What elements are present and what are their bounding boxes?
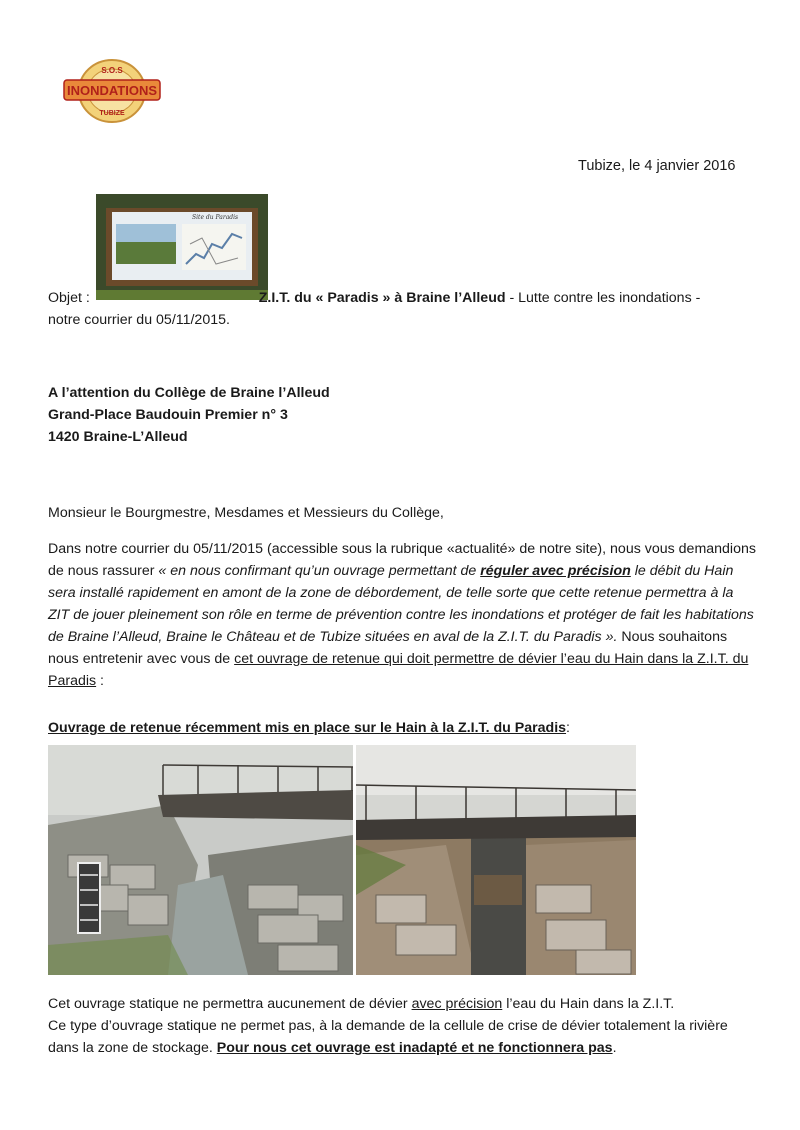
- sign-title: Site du Paradis: [192, 214, 239, 221]
- sos-inondations-logo: [62, 58, 162, 124]
- body1-underlined: cet ouvrage de retenue qui doit permettre de dévier l’eau du Hain dans la Z.I.T. du Paradis: [48, 651, 749, 689]
- address-line-2: Grand-Place Baudouin Premier n° 3: [48, 407, 288, 423]
- subject-label: Objet :: [48, 290, 94, 306]
- body1-quote-1: « en nous confirmant qu’un ouvrage permettant de: [158, 563, 481, 579]
- body-paragraph-2: [48, 993, 748, 1059]
- address-line-3: 1420 Braine-L’Alleud: [48, 429, 188, 445]
- body2-period: .: [612, 1040, 617, 1056]
- subject-line2: notre courrier du 05/11/2015.: [48, 312, 230, 328]
- body1-quote-emphasis: réguler avec précision: [480, 563, 631, 579]
- sign-board-photo: [96, 194, 268, 300]
- body2-text-2: l’eau du Hain dans la Z.I.T.: [502, 996, 675, 1012]
- logo-bottom-text: TUBIZE: [99, 110, 125, 117]
- subject-title-rest: - Lutte contre les inondations -: [505, 290, 701, 306]
- body1-text-2: Nous souhaitons nous entretenir avec vous de: [48, 629, 728, 667]
- photos-heading: [48, 717, 570, 739]
- body1-colon: :: [96, 673, 104, 689]
- salutation: Monsieur le Bourgmestre, Mesdames et Messieurs du Collège,: [48, 505, 444, 521]
- letter-date: Tubize, le 4 janvier 2016: [578, 158, 736, 174]
- weir-photos: [48, 745, 636, 975]
- body2-conclusion: Pour nous cet ouvrage est inadapté et ne fonctionnera pas: [216, 1040, 613, 1056]
- logo-main-text: INONDATIONS: [67, 83, 158, 98]
- logo-top-text: S.O.S: [101, 66, 123, 75]
- recipient-address: [48, 382, 330, 448]
- photos-heading-colon: :: [566, 720, 570, 736]
- address-line-1: A l’attention du Collège de Braine l’Alleud: [48, 385, 330, 401]
- weir-photo-left: [48, 745, 353, 975]
- body1-text-1: Dans notre courrier du 05/11/2015 (accessible sous la rubrique «actualité» de notre site), nous vous demandions de nous rassurer: [48, 541, 756, 579]
- body2-text-1: Cet ouvrage statique ne permettra aucunement de dévier: [48, 996, 412, 1012]
- body2-text-3: Ce type d’ouvrage statique ne permet pas, à la demande de la cellule de crise de dévier totalement la rivière dans la zone de stockage.: [48, 1018, 728, 1056]
- body-paragraph-1: [48, 538, 758, 692]
- body1-quote-2: le débit du Hain sera installé rapidement en amont de la zone de débordement, de telle sorte que cette retenue permettra à la ZIT de jouer pleinement son rôle en terme de prévention contre les inondations et protéger de fait les habitations de Braine l’Alleud, Braine le Château et de Tubize situées en aval de la Z.I.T. du Paradis ».: [48, 563, 754, 645]
- subject-line: [48, 287, 768, 331]
- sign-map-image: [182, 224, 246, 270]
- sign-landscape-image: [116, 224, 176, 264]
- photos-heading-text: Ouvrage de retenue récemment mis en place sur le Hain à la Z.I.T. du Paradis: [48, 720, 567, 736]
- subject-title: Z.I.T. du « Paradis » à Braine l’Alleud: [258, 290, 506, 306]
- body2-underlined: avec précision: [411, 996, 503, 1012]
- weir-photo-right: [356, 745, 636, 975]
